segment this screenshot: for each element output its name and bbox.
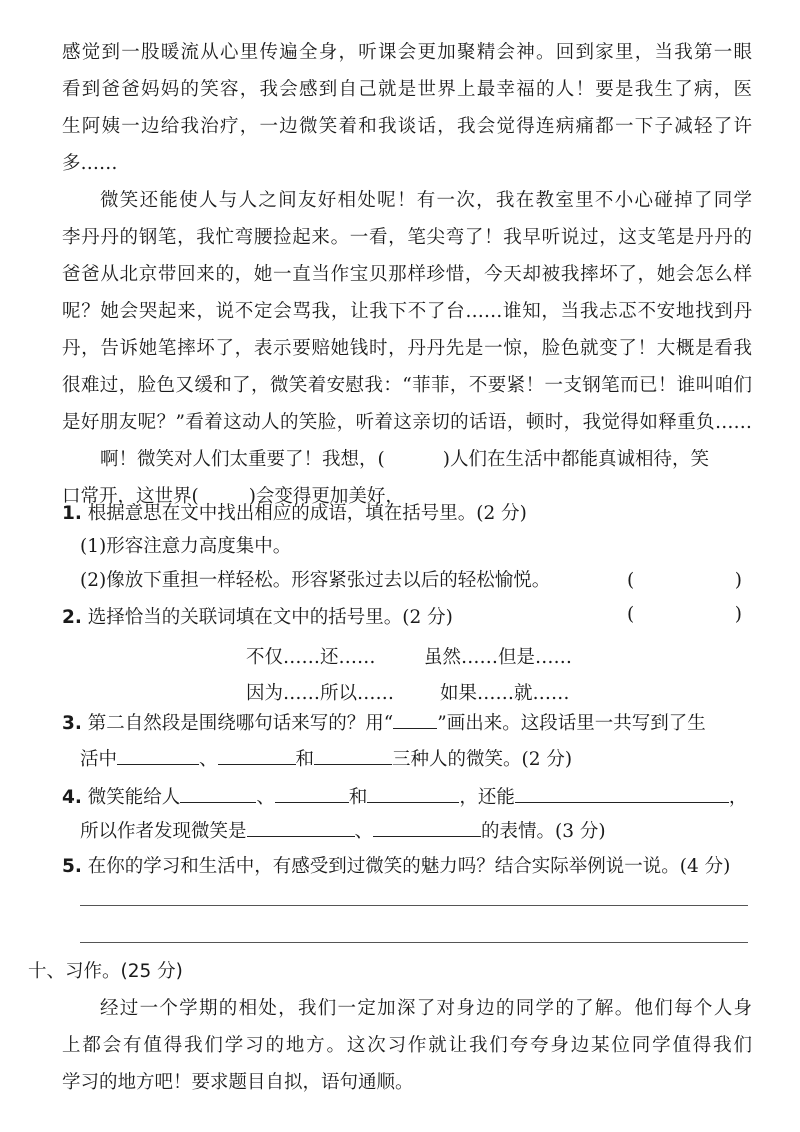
conjunction-option: 不仅……还……	[246, 647, 376, 668]
underline-blank[interactable]	[393, 708, 437, 729]
question-text: 选择恰当的关联词填在文中的括号里。(2 分)	[87, 607, 453, 628]
text-line	[62, 441, 752, 478]
question-1	[62, 497, 752, 531]
conjunction-option: 如果……就……	[440, 683, 570, 704]
text-segment: )会变得更加美好，	[248, 486, 404, 507]
composition-instructions	[62, 990, 752, 1101]
question-text: 所以作者发现微笑是	[80, 821, 247, 842]
answer-blank[interactable]	[367, 782, 459, 803]
text-line: 是好朋友呢？”看着这动人的笑脸，听着这亲切的话语，顿时，我觉得如释重负……	[62, 412, 752, 433]
paren-open: (	[627, 570, 635, 591]
question-text: 的表情。(3 分)	[481, 821, 606, 842]
question-3-line-2	[80, 743, 770, 777]
question-number: 3.	[62, 713, 82, 734]
question-2	[62, 601, 752, 635]
answer-line[interactable]	[80, 905, 748, 906]
text-line: 看到爸爸妈妈的笑容，我会感到自己就是世界上最幸福的人！要是我生了病，医	[62, 79, 752, 100]
text-line: 爸爸从北京带回来的，她一直当作宝贝那样珍惜，今天却被我摔坏了，她会怎么样	[62, 264, 752, 285]
question-number: 5.	[62, 856, 82, 877]
question-text: 在你的学习和生活中，有感受到过微笑的魅力吗？结合实际举例说一说。(4 分)	[87, 856, 731, 877]
question-text: 和	[348, 787, 368, 808]
item-text: (1)形容注意力高度集中。	[80, 536, 292, 557]
question-number: 1.	[62, 503, 82, 524]
text-line: 丹，告诉她笔摔坏了，表示要赔她钱时，丹丹先是一惊，脸色就变了！大概是看我	[62, 338, 752, 359]
question-text: ”画出来。这段话里一共写到了生	[437, 713, 706, 734]
paren-open: (	[627, 604, 635, 625]
section-title: 十、习作。(25 分)	[28, 961, 183, 982]
text-line: 上都会有值得我们学习的地方。这次习作就让我们夸夸身边某位同学值得我们	[62, 1035, 752, 1056]
text-line: 感觉到一股暖流从心里传遍全身，听课会更加聚精会神。回到家里，当我第一眼	[62, 42, 752, 63]
question-text: 第二自然段是围绕哪句话来写的？用“	[87, 713, 394, 734]
text-line: 多……	[62, 153, 118, 174]
question-text: ，还能	[459, 787, 515, 808]
question-text: 三种人的微笑。(2 分)	[392, 749, 573, 770]
question-text: 微笑能给人	[87, 787, 181, 808]
text-line: 经过一个学期的相处，我们一定加深了对身边的同学的了解。他们每个人身	[100, 998, 752, 1019]
question-text: ，	[728, 787, 748, 808]
question-number: 4.	[62, 787, 82, 808]
text-line: 生阿姨一边给我治疗，一边微笑着和我谈话，我会觉得连病痛都一下子减轻了许	[62, 116, 752, 137]
text-segment: )人们在生活中都能真诚相待，笑	[442, 449, 709, 470]
conjunction-option: 虽然……但是……	[424, 647, 573, 668]
question-text: 、	[199, 749, 218, 770]
text-line: 微笑还能使人与人之间友好相处呢！有一次，我在教室里不小心碰掉了同学	[100, 190, 752, 211]
answer-blank[interactable]	[247, 816, 355, 837]
text-line: 李丹丹的钢笔，我忙弯腰捡起来。一看，笔尖弯了！我早听说过，这支笔是丹丹的	[62, 227, 752, 248]
answer-blank[interactable]	[373, 816, 481, 837]
conjunction-option: 因为……所以……	[246, 683, 395, 704]
answer-blank[interactable]	[218, 744, 296, 765]
question-text: 、	[256, 787, 275, 808]
paren-close: )	[734, 570, 742, 591]
question-text: 、	[354, 821, 374, 842]
question-number: 2.	[62, 607, 82, 628]
answer-blank[interactable]	[515, 782, 729, 803]
text-line: 学习的地方吧！要求题目自拟，语句通顺。	[62, 1072, 414, 1093]
question-3	[62, 707, 752, 741]
text-line: 呢？她会哭起来，说不定会骂我，让我下不了台……谁知，当我忐忑不安地找到丹	[62, 301, 752, 322]
question-text: 根据意思在文中找出相应的成语，填在括号里。(2 分)	[87, 503, 527, 524]
answer-blank[interactable]	[275, 782, 349, 803]
question-5	[62, 850, 752, 884]
text-line: 很难过，脸色又缓和了，微笑着安慰我：“菲菲，不要紧！一支钢笔而已！谁叫咱们	[62, 375, 752, 396]
paren-close: )	[734, 604, 742, 625]
passage-paragraph-1	[62, 34, 752, 182]
question-text: 活中	[80, 749, 118, 770]
item-text: (2)像放下重担一样轻松。形容紧张过去以后的轻松愉悦。	[80, 570, 551, 591]
answer-blank[interactable]	[180, 782, 256, 803]
question-4-line-2	[80, 815, 770, 849]
answer-line[interactable]	[80, 942, 748, 943]
question-text: 和	[295, 749, 315, 770]
text-segment: 口常开，这世界(	[62, 486, 199, 507]
answer-blank[interactable]	[314, 744, 392, 765]
passage-paragraph-2	[62, 182, 752, 441]
question-4	[62, 781, 752, 815]
answer-blank[interactable]	[117, 744, 199, 765]
text-segment: 啊！微笑对人们太重要了！我想，(	[100, 449, 385, 470]
